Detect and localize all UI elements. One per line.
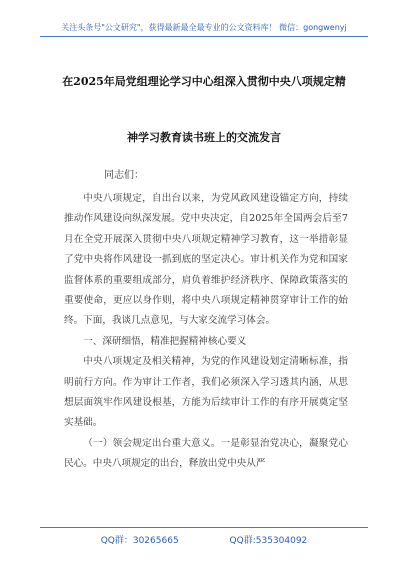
footer bbox=[0, 533, 408, 546]
header-banner: 关注头条号"公文研究"，获得最新最全最专业的公文资料库！ 微信：gongwenyj bbox=[61, 23, 347, 32]
document-title-line-2: 神学习教育读书班上的交流发言 bbox=[127, 131, 281, 144]
section-heading-1: 一、深研细悟，精准把握精神核心要义 bbox=[83, 335, 247, 347]
footer-divider bbox=[40, 527, 368, 528]
document-body bbox=[64, 189, 348, 475]
paragraph-intro: 中央八项规定，自出台以来，为党风政风建设锚定方向，持续推动作风建设向纵深发展。党中央决定，自2025年全国两会后至7月在全党开展深入贯彻中央八项规定精神学习教育，这一举措彰显了党中央将作风建设一抓到底的坚定决心。审计机关作为党和国家监督体系的重要组成部分，肩负着维护经济秩序、保障政策落实的重要使命，更应以身作则，将中央八项规定精神贯穿审计工作的始终。下面，我谈几点意见，与大家交流学习体会。 bbox=[64, 193, 348, 327]
paragraph-section-1: 中央八项规定及相关精神，为党的作风建设划定清晰标准，指明前行方向。作为审计工作者，我们必须深入学习透其内涵，从思想层面筑牢作风建设根基，方能为后续审计工作的有序开展奠定坚实基础。 bbox=[64, 356, 348, 429]
header-divider bbox=[40, 36, 368, 37]
footer-qq-group-2: QQ群:535304092 bbox=[229, 536, 308, 546]
document-title-line-1: 在2025年局党组理论学习中心组深入贯彻中央八项规定精 bbox=[62, 75, 346, 88]
footer-qq-group-1: QQ群：30265665 bbox=[100, 536, 179, 546]
paragraph-subsection-1: （一）领会规定出台重大意义。一是彰显治党决心，凝聚党心民心。中央八项规定的出台，释放出党中央从严 bbox=[64, 437, 348, 470]
salutation: 同志们： bbox=[104, 170, 144, 181]
